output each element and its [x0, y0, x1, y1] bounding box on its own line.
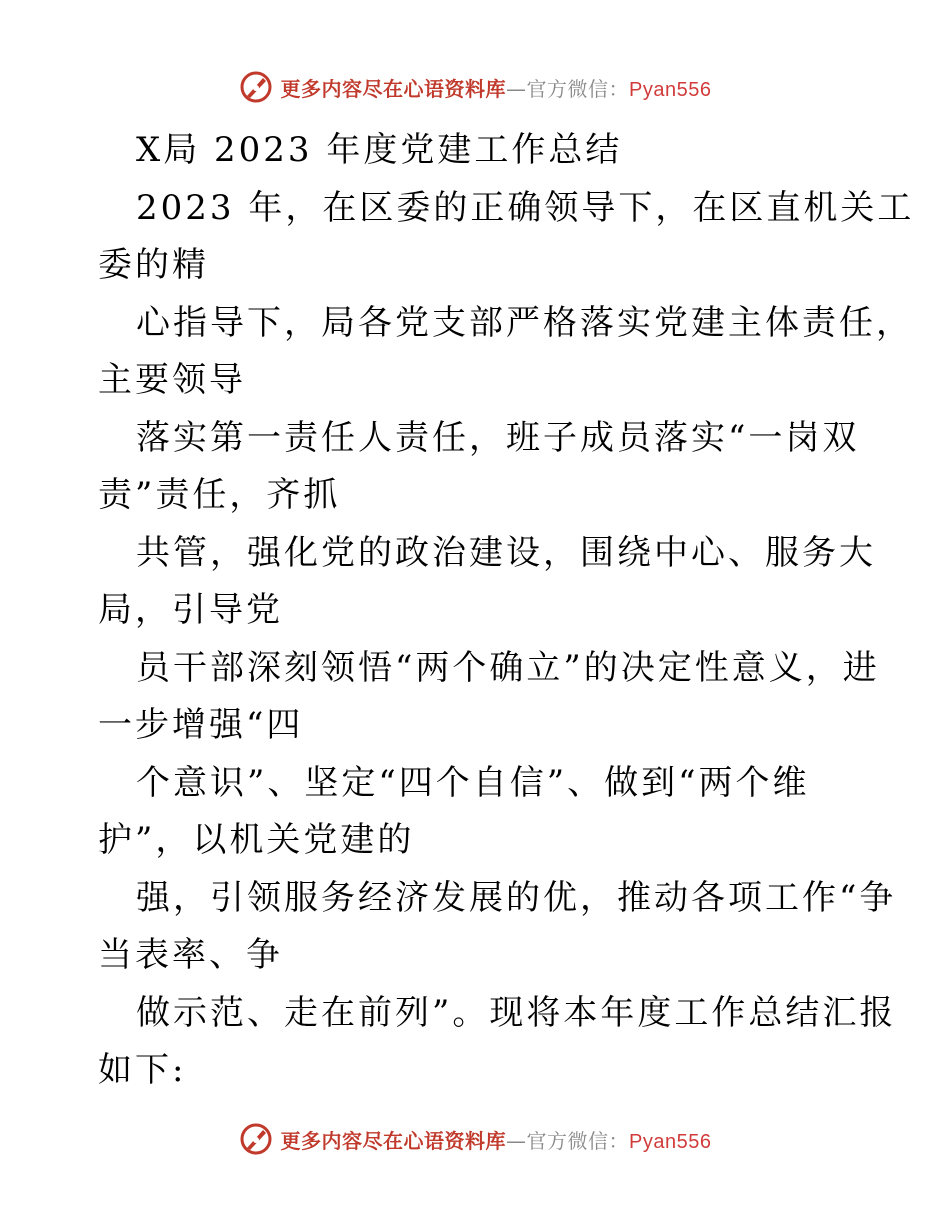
watermark-dash: — — [506, 76, 527, 101]
paragraph-line: 如下: — [98, 1050, 187, 1090]
watermark-site: 更多内容尽在心语资料库 — [280, 1128, 507, 1153]
paragraph-line: 共管，强化党的政治建设，围绕中心、服务大 — [136, 532, 876, 573]
paragraph-line: 个意识”、坚定“四个自信”、做到“两个维 — [136, 762, 810, 803]
watermark-text — [281, 73, 712, 102]
paragraph-line: 一步增强“四 — [98, 705, 304, 745]
paragraph-line: 强，引领服务经济发展的优，推动各项工作“争 — [136, 877, 897, 918]
document-title: X局 2023 年度党建工作总结 — [136, 130, 623, 170]
watermark-site: 更多内容尽在心语资料库 — [280, 76, 507, 101]
paragraph-line: 当表率、争 — [98, 935, 283, 975]
watermark-wechat-label: 官方微信： — [526, 76, 630, 101]
watermark-wechat-id: Pyan556 — [629, 78, 712, 101]
watermark-header — [0, 70, 950, 104]
paragraph-line: 局，引导党 — [98, 590, 283, 630]
quill-circle-logo-icon — [239, 1122, 273, 1156]
document-body — [98, 122, 915, 1100]
paragraph-line: 2023 年，在区委的正确领导下，在区直机关工 — [136, 187, 915, 228]
quill-circle-logo-icon — [239, 70, 273, 104]
paragraph-line: 做示范、走在前列”。现将本年度工作总结汇报 — [136, 992, 897, 1033]
watermark-wechat-id: Pyan556 — [629, 1130, 712, 1153]
watermark-dash: — — [506, 1128, 527, 1153]
paragraph-line: 员干部深刻领悟“两个确立”的决定性意义，进 — [136, 647, 880, 688]
paragraph-line: 委的精 — [98, 245, 209, 285]
paragraph-line: 主要领导 — [98, 360, 246, 400]
paragraph-line: 护”，以机关党建的 — [98, 820, 415, 860]
watermark-wechat-label: 官方微信： — [526, 1128, 630, 1153]
paragraph-line: 心指导下，局各党支部严格落实党建主体责任， — [136, 302, 913, 343]
watermark-footer — [0, 1122, 950, 1156]
watermark-text — [281, 1125, 712, 1154]
paragraph-line: 责”责任，齐抓 — [98, 475, 341, 515]
paragraph-line: 落实第一责任人责任，班子成员落实“一岗双 — [136, 417, 860, 458]
